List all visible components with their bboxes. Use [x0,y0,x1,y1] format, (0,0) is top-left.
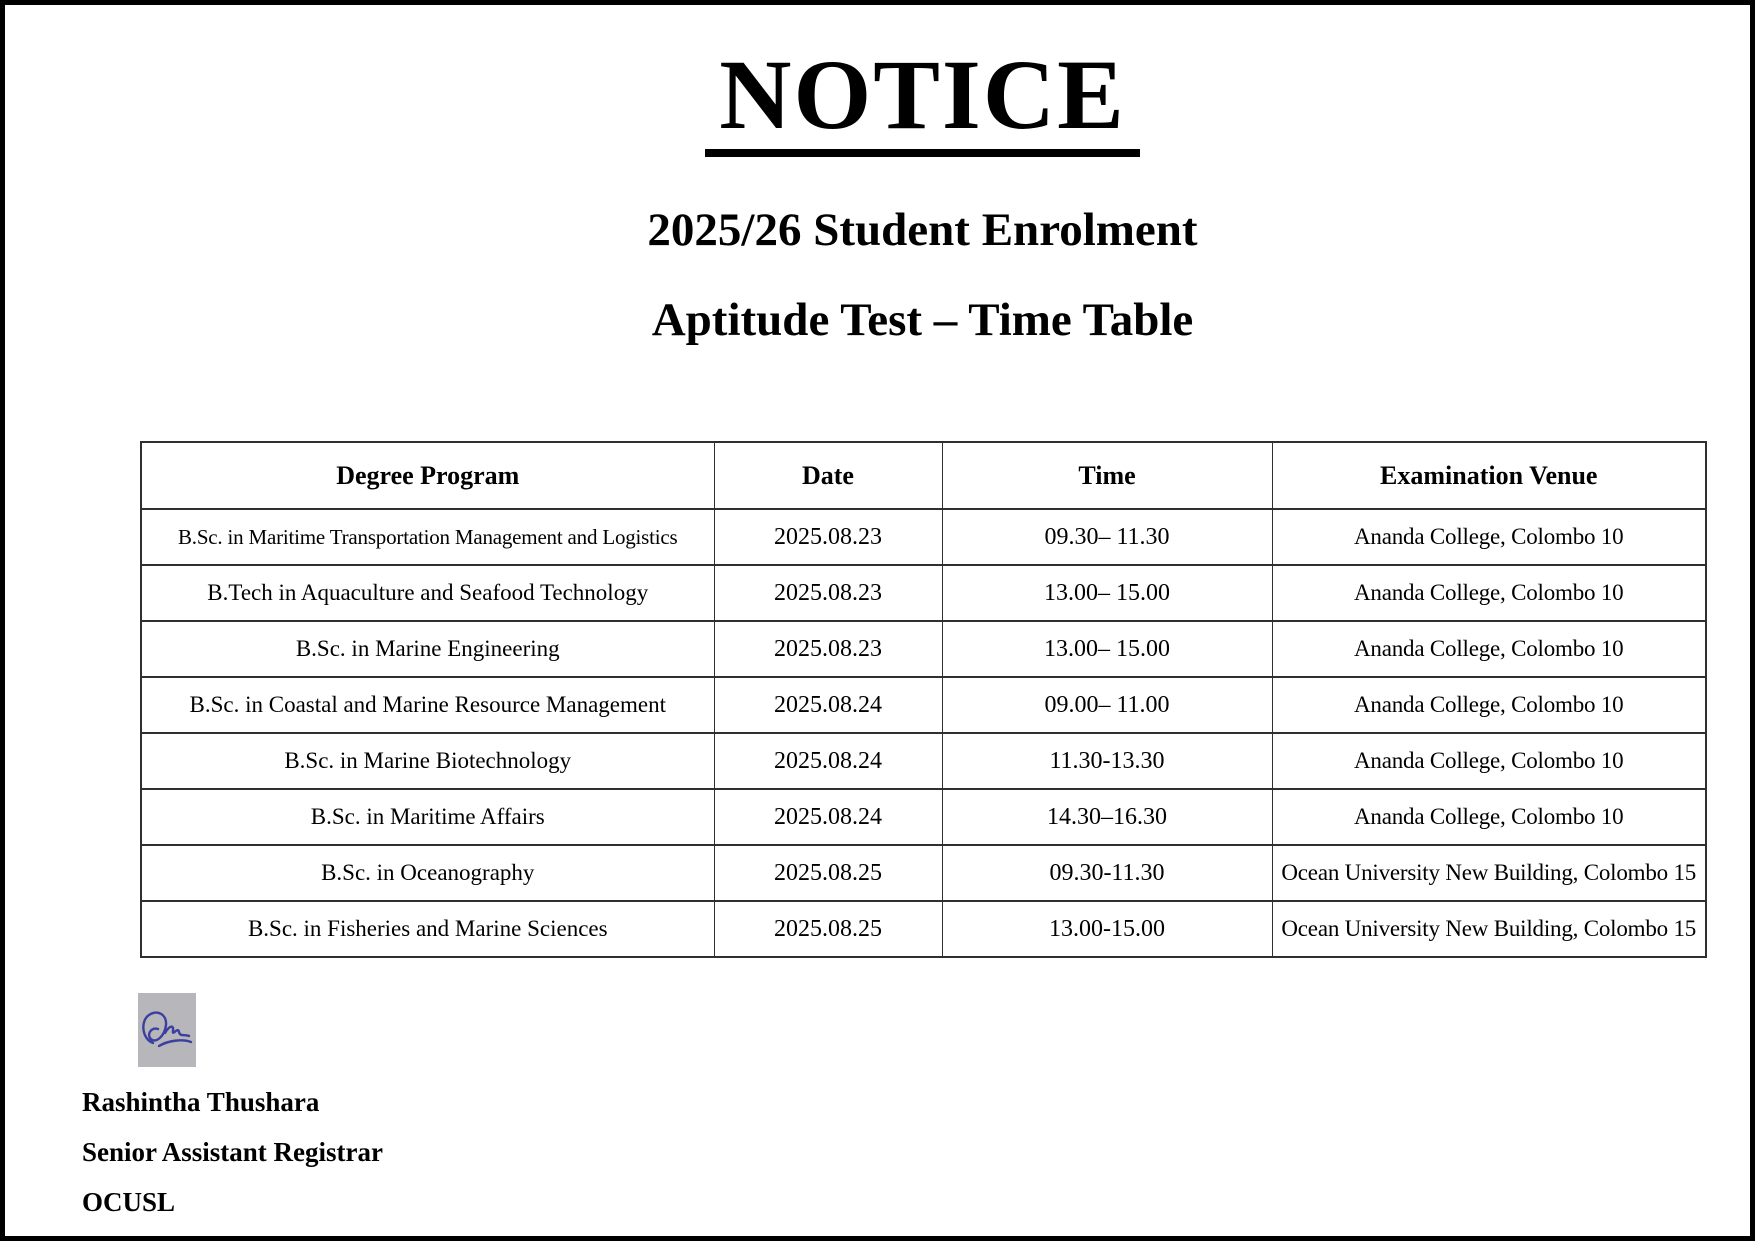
cell-time: 13.00-15.00 [942,901,1272,957]
cell-degree-program: B.Tech in Aquaculture and Seafood Technology [141,565,714,621]
table-row [141,901,1706,957]
signature-ink-icon [138,993,196,1067]
cell-time: 09.30– 11.30 [942,509,1272,565]
signatory-organization: OCUSL [82,1187,176,1217]
cell-time: 14.30–16.30 [942,789,1272,845]
column-header-date: Date [714,442,942,509]
cell-time: 13.00– 15.00 [942,621,1272,677]
cell-date: 2025.08.23 [714,565,942,621]
signatory-title: Senior Assistant Registrar [82,1137,383,1167]
cell-degree-program: B.Sc. in Fisheries and Marine Sciences [141,901,714,957]
table-row [141,677,1706,733]
table-header-row [141,442,1706,509]
column-header-time: Time [942,442,1272,509]
cell-time: 09.00– 11.00 [942,677,1272,733]
cell-degree-program: B.Sc. in Maritime Transportation Management and Logistics [141,509,714,565]
table-row [141,789,1706,845]
table-row [141,509,1706,565]
cell-date: 2025.08.24 [714,789,942,845]
cell-time: 11.30-13.30 [942,733,1272,789]
table-row [141,565,1706,621]
column-header-examination-venue: Examination Venue [1272,442,1706,509]
cell-degree-program: B.Sc. in Oceanography [141,845,714,901]
cell-degree-program: B.Sc. in Marine Biotechnology [141,733,714,789]
cell-venue: Ocean University New Building, Colombo 15 [1272,901,1706,957]
notice-title: NOTICE [705,43,1140,157]
column-header-degree-program: Degree Program [141,442,714,509]
cell-date: 2025.08.24 [714,677,942,733]
cell-degree-program: B.Sc. in Marine Engineering [141,621,714,677]
cell-degree-program: B.Sc. in Coastal and Marine Resource Management [141,677,714,733]
table-row [141,845,1706,901]
aptitude-test-timetable [140,441,1707,958]
cell-venue: Ananda College, Colombo 10 [1272,733,1706,789]
cell-venue: Ananda College, Colombo 10 [1272,621,1706,677]
cell-venue: Ananda College, Colombo 10 [1272,509,1706,565]
cell-date: 2025.08.25 [714,845,942,901]
subtitle-enrolment: 2025/26 Student Enrolment [647,204,1198,256]
title-block [140,39,1705,157]
cell-date: 2025.08.23 [714,621,942,677]
signature-image [138,993,196,1067]
subtitle-timetable: Aptitude Test – Time Table [651,294,1194,346]
cell-degree-program: B.Sc. in Maritime Affairs [141,789,714,845]
cell-venue: Ocean University New Building, Colombo 15 [1272,845,1706,901]
cell-date: 2025.08.24 [714,733,942,789]
table-row [141,733,1706,789]
cell-time: 09.30-11.30 [942,845,1272,901]
cell-date: 2025.08.25 [714,901,942,957]
cell-time: 13.00– 15.00 [942,565,1272,621]
cell-venue: Ananda College, Colombo 10 [1272,677,1706,733]
cell-venue: Ananda College, Colombo 10 [1272,789,1706,845]
table-row [141,621,1706,677]
cell-date: 2025.08.23 [714,509,942,565]
cell-venue: Ananda College, Colombo 10 [1272,565,1706,621]
signatory-name: Rashintha Thushara [82,1087,320,1117]
